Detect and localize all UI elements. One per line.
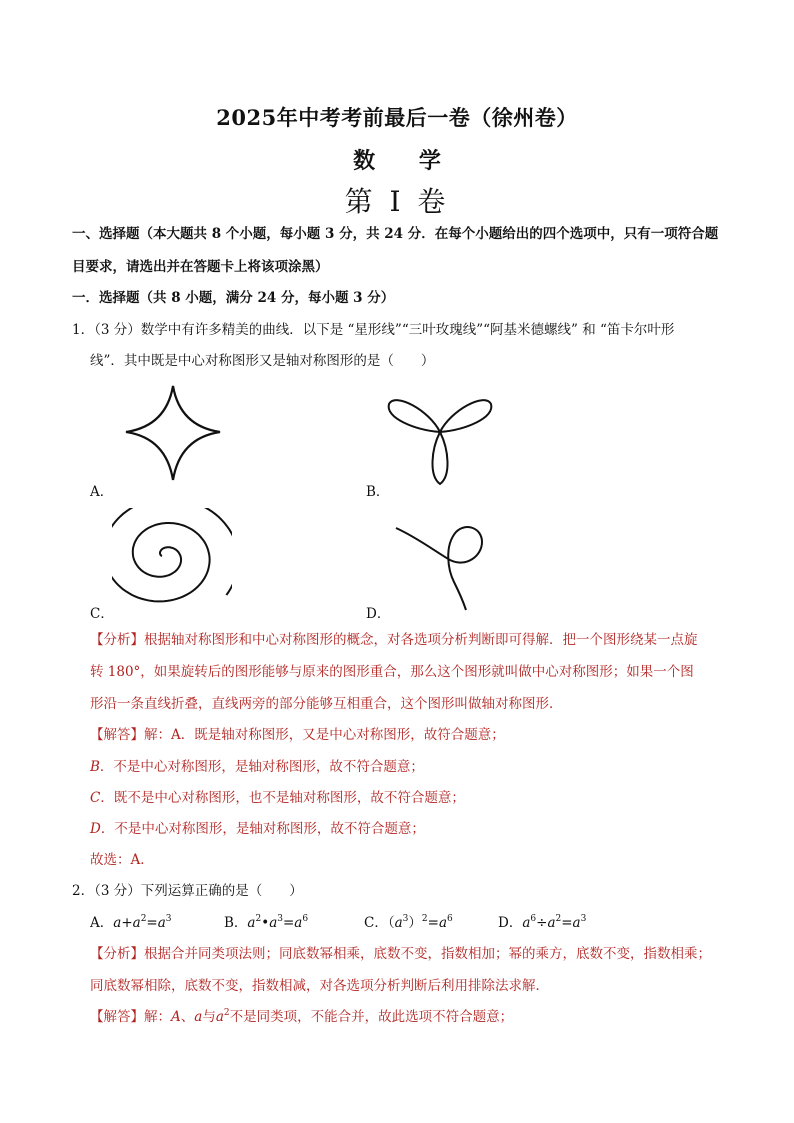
q1-option-c-label: C．	[90, 606, 114, 622]
astroid-figure	[118, 380, 228, 488]
section-intro-line1: 一、选择题（本大题共 8 个小题，每小题 3 分，共 24 分．在每个小题给出的四个选项中，只有一项符合题	[72, 226, 719, 242]
q1-analysis-line3: 形沿一条直线折叠，直线两旁的部分能够互相重合，这个图形叫做轴对称图形．	[90, 696, 563, 712]
answer-tag: 【解答】	[90, 727, 144, 743]
q2-answer-post: 不是同类项，不能合并，故此选项不符合题意；	[229, 1009, 514, 1025]
q1-stem-line2: 线”．其中既是中心对称图形又是轴对称图形的是（ ）	[90, 353, 435, 369]
q1-answer-d-letter: D	[90, 821, 101, 837]
q1-answer-c-text: ．既不是中心对称图形，也不是轴对称图形，故不符合题意；	[100, 790, 465, 806]
q2-option-b: B．$a^2•a^3=a^6$	[224, 914, 309, 931]
q1-answer-c-letter: C	[90, 790, 101, 806]
q2-answer-mid: 、	[180, 1009, 195, 1025]
analysis-tag: 【分析】	[90, 632, 144, 648]
q1-answer-line-d	[90, 819, 425, 839]
q1-option-a-label: A．	[90, 484, 114, 500]
q1-analysis-text1: 根据轴对称图形和中心对称图形的概念，对各选项分析判断即可得解．把一个图形绕某一点旋	[144, 632, 698, 648]
three-leaf-rose-figure	[385, 380, 495, 488]
answer-tag: 【解答】	[90, 1009, 144, 1025]
q1-answer-d-text: ．不是中心对称图形，是轴对称图形，故不符合题意；	[100, 821, 425, 837]
section-intro-line2: 目要求，请选出并在答题卡上将该项涂黑）	[72, 259, 329, 275]
q1-conclusion: 故选：A．	[90, 852, 154, 868]
q2-option-c-label: C．	[364, 915, 388, 931]
q2-analysis-line1	[90, 944, 711, 964]
q1-answer-b-text: ．不是中心对称图形，是轴对称图形，故不符合题意；	[99, 759, 424, 775]
q2-stem: 2．（3 分）下列运算正确的是（ ）	[72, 883, 303, 899]
archimedean-spiral-figure	[112, 508, 232, 608]
folium-of-descartes-figure	[392, 512, 502, 612]
q1-answer-line-b	[90, 757, 424, 777]
q1-analysis-line1	[90, 630, 698, 650]
volume-title: 第 I 卷	[344, 185, 450, 218]
q2-option-c: C．$(a^3)^2=a^6$	[364, 914, 453, 931]
q2-option-d-label: D．	[498, 915, 523, 931]
subject-title: 数 学	[353, 148, 459, 174]
q2-option-a-label: A．	[90, 915, 114, 931]
q2-analysis-line2: 同底数幂相除，底数不变，指数相减，对各选项分析判断后利用排除法求解．	[90, 978, 549, 994]
q2-option-a: A．$a+a^2=a^3$	[90, 914, 172, 931]
q1-option-d-label: D．	[366, 606, 391, 622]
q2-option-b-label: B．	[224, 915, 248, 931]
analysis-tag: 【分析】	[90, 946, 144, 962]
q1-option-b-label: B．	[366, 484, 390, 500]
q2-analysis-text1: 根据合并同类项法则；同底数幂相乘，底数不变，指数相加；幂的乘方，底数不变，指数相乘；	[144, 946, 711, 962]
q2-answer-line1: 【解答】解：A、a与$a^2$不是同类项，不能合并，故此选项不符合题意；	[90, 1008, 514, 1025]
q1-analysis-line2: 转 180°，如果旋转后的图形能够与原来的图形重合，那么这个图形就叫做中心对称图形；如果一个图	[90, 664, 694, 680]
q2-answer-pre: 解：	[144, 1009, 171, 1025]
exam-title: 2025年中考考前最后一卷（徐州卷）	[216, 105, 578, 130]
q1-answer-line-a	[90, 725, 505, 745]
q1-stem-line1: 1．（3 分）数学中有许多精美的曲线．以下是 “星形线”“三叶玫瑰线”“阿基米德螺线” 和 “笛卡尔叶形	[72, 322, 675, 338]
q1-answer-b-letter: B	[90, 759, 100, 775]
q2-option-d: D．$a^6\div a^2=a^3$	[498, 914, 587, 931]
q1-answer-line-c	[90, 788, 465, 808]
section-heading: 一．选择题（共 8 小题，满分 24 分，每小题 3 分）	[72, 290, 395, 306]
q1-answer-a-text: 解：A．既是轴对称图形，又是中心对称图形，故符合题意；	[144, 727, 505, 743]
